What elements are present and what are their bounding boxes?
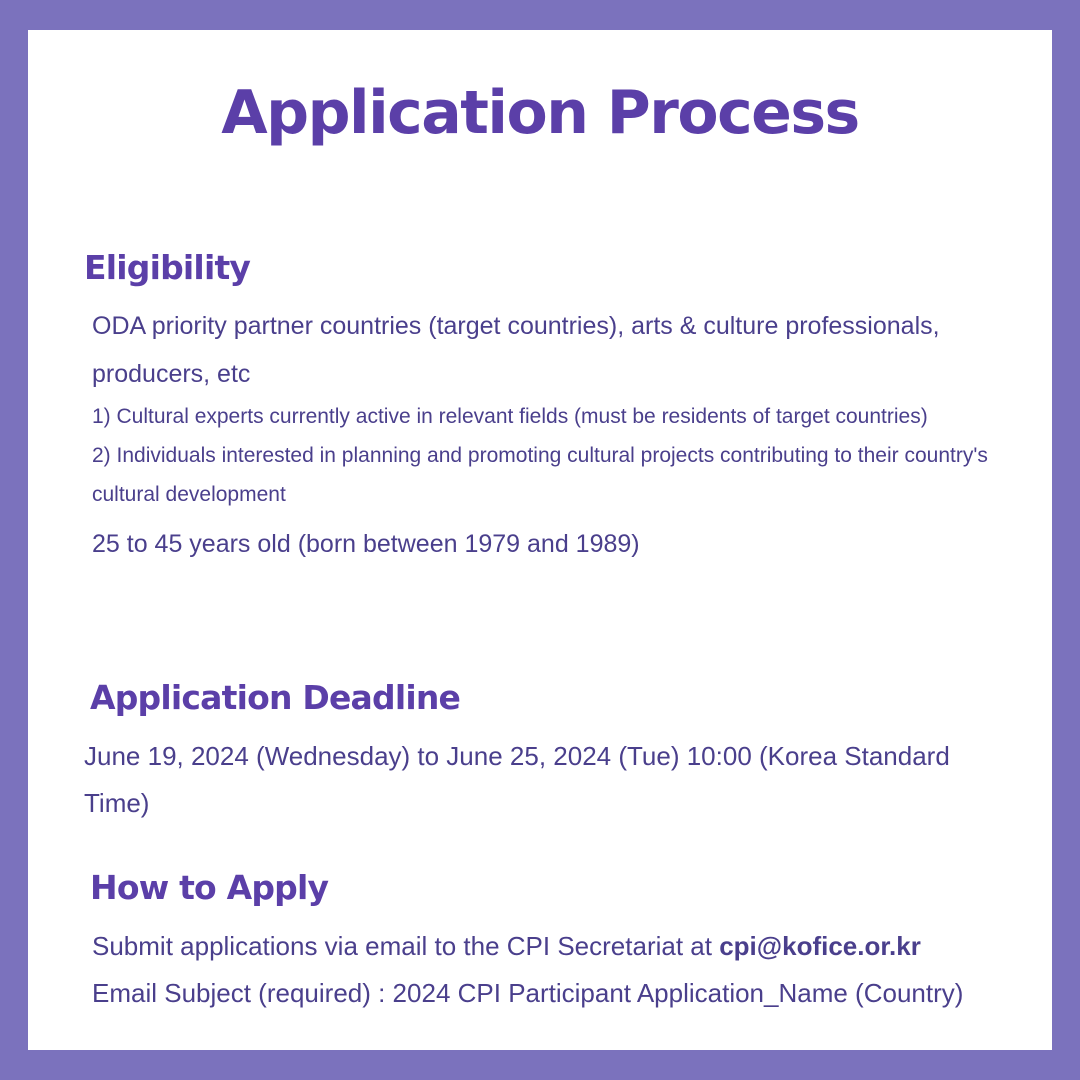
poster-card [28, 30, 1052, 1050]
section-eligibility [84, 248, 1014, 568]
deadline-text: June 19, 2024 (Wednesday) to June 25, 2024 (Tue) 10:00 (Korea Standard Time) [84, 741, 950, 818]
apply-subject-line: Email Subject (required) : 2024 CPI Participant Application_Name (Country) [92, 977, 964, 1008]
deadline-heading: Application Deadline [90, 678, 461, 717]
apply-submit-prefix: Submit applications via email to the CPI Secretariat at [92, 931, 720, 961]
apply-email-link[interactable]: cpi@kofice.or.kr [719, 931, 921, 961]
eligibility-item-2: 2) Individuals interested in planning and promoting cultural projects contributing to their country's cultural development [92, 443, 988, 506]
section-how-to-apply [84, 868, 1014, 1017]
page-title: Application Process [221, 78, 859, 148]
eligibility-heading: Eligibility [84, 248, 251, 287]
section-deadline [84, 678, 1014, 827]
eligibility-age-text: 25 to 45 years old (born between 1979 and 1989) [92, 529, 640, 558]
apply-submit-line [84, 923, 1014, 970]
apply-heading: How to Apply [90, 868, 329, 907]
eligibility-item-1: 1) Cultural experts currently active in relevant fields (must be residents of target countries) [92, 405, 928, 428]
eligibility-lead-text: ODA priority partner countries (target countries), arts & culture professionals, producers, etc [92, 312, 940, 388]
